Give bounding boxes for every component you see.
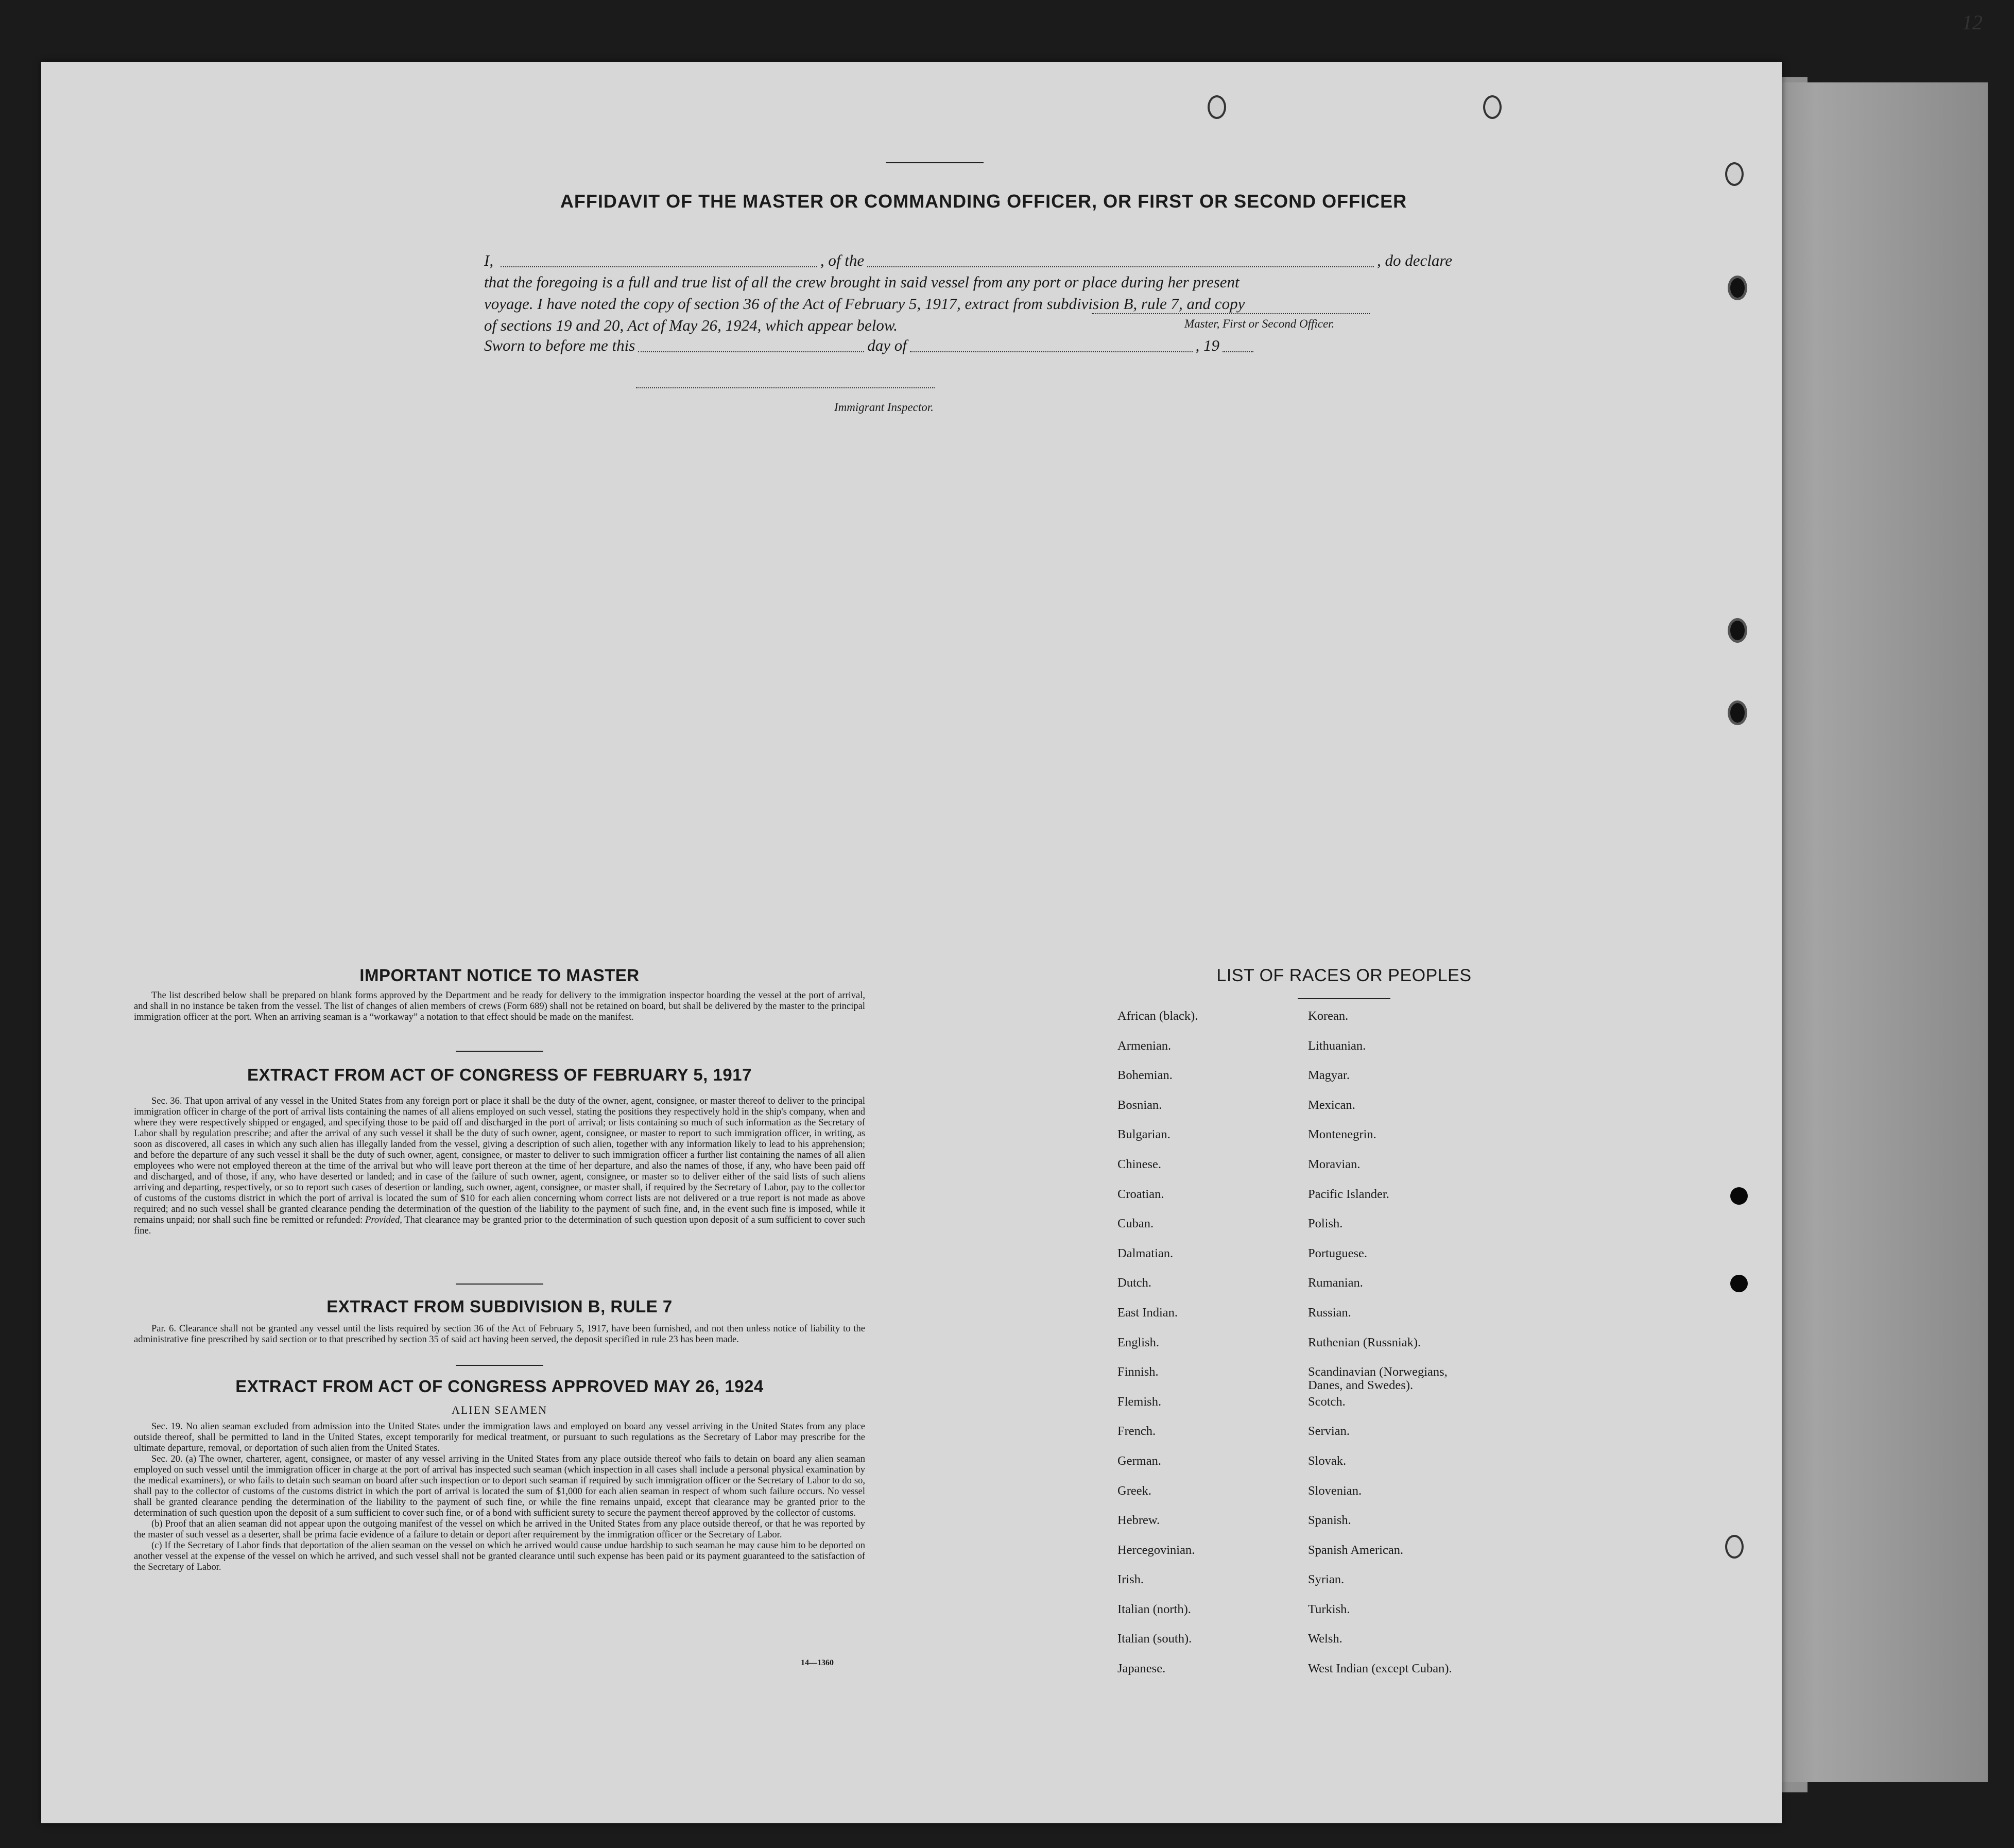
race-item: Welsh. bbox=[1308, 1632, 1342, 1646]
binder-hole bbox=[1208, 95, 1226, 119]
binder-hole bbox=[1728, 276, 1747, 300]
race-item: Armenian. bbox=[1117, 1038, 1172, 1053]
race-item bbox=[1117, 1692, 1308, 1722]
race-item: East Indian. bbox=[1117, 1305, 1178, 1320]
race-item: Scotch. bbox=[1308, 1394, 1346, 1409]
race-item: Korean. bbox=[1308, 1009, 1349, 1023]
binder-hole bbox=[1483, 95, 1502, 119]
rule7-heading: EXTRACT FROM SUBDIVISION B, RULE 7 bbox=[326, 1297, 673, 1316]
sworn-text-b: day of bbox=[867, 336, 907, 354]
punch-dot bbox=[1730, 1275, 1748, 1292]
sec19-paragraph: Sec. 19. No alien seaman excluded from admission into the United States under the immigration laws and employed on board any vessel arriving in the United States from any place outside thereof, shall be permitted to land in the United States, except temporarily for medical treatment, or pursuant to such regulations as the Secretary of Labor may prescribe for the ultimate departure, removal, or deportation of such alien from the United States. bbox=[134, 1422, 865, 1453]
race-item: Lithuanian. bbox=[1308, 1038, 1366, 1053]
sec20b-paragraph: (b) Proof that an alien seaman did not appear upon the outgoing manifest of the vessel on which he arrived in the United States from any place outside thereof, or that he was reported by the master of such vessel as a deserter, shall be prima facie evidence of a failure to detain or deport after requirement by the immigration officer or the Secretary of Labor. bbox=[134, 1519, 865, 1540]
race-item: Italian (south). bbox=[1117, 1632, 1192, 1646]
race-item: Flemish. bbox=[1117, 1394, 1162, 1409]
binder-hole bbox=[1725, 162, 1744, 186]
punch-dot bbox=[1730, 1187, 1748, 1205]
sworn-line bbox=[484, 335, 1256, 356]
binder-hole bbox=[1728, 618, 1747, 643]
races-heading: LIST OF RACES OR PEOPLES bbox=[1216, 966, 1472, 985]
sec20c-paragraph: (c) If the Secretary of Labor finds that deportation of the alien seaman on the vessel on which he arrived would cause undue hardship to such seaman he may cause him to be deported on another vessel at the expense of the vessel on which he arrived, and such vessel shall not be granted clearance until such expense has been paid or its payment guaranteed to the satisfaction of the Secretary of Labor. bbox=[134, 1541, 865, 1572]
race-item: Cuban. bbox=[1117, 1217, 1154, 1231]
sworn-text-a: Sworn to before me this bbox=[484, 336, 635, 354]
name-blank bbox=[501, 266, 817, 267]
rule7-text bbox=[134, 1324, 865, 1345]
race-item: Ruthenian (Russniak). bbox=[1308, 1335, 1421, 1349]
race-item: Montenegrin. bbox=[1308, 1127, 1376, 1142]
sec36-proviso: Provided, bbox=[365, 1215, 402, 1225]
sec36-text-end: That clearance may be granted prior to the determination of such question upon deposit of a sum sufficient to cover such fine. bbox=[134, 1215, 865, 1236]
inspector-label: Immigrant Inspector. bbox=[834, 401, 934, 414]
vessel-blank bbox=[867, 266, 1374, 267]
race-item: Moravian. bbox=[1308, 1157, 1361, 1171]
race-item bbox=[1308, 1692, 1519, 1722]
race-item: Italian (north). bbox=[1117, 1602, 1191, 1616]
race-item: Servian. bbox=[1308, 1424, 1350, 1439]
extract-1924-heading: EXTRACT FROM ACT OF CONGRESS APPROVED MAY 26, 1924 bbox=[235, 1377, 764, 1396]
sworn-text-c: , 19 bbox=[1195, 336, 1219, 354]
notice-heading: IMPORTANT NOTICE TO MASTER bbox=[359, 966, 640, 985]
inspector-signature-line bbox=[636, 387, 935, 389]
rule7-paragraph: Par. 6. Clearance shall not be granted any vessel until the lists required by section 36 of the Act of February 5, 1917, have been furnished, and not then unless notice of liability to the administrative fine prescribed by said section or to that prescribed by section 35 of said act having been served, the deposit specified in rule 23 has been made. bbox=[134, 1324, 865, 1345]
document-page bbox=[41, 62, 1782, 1823]
races-list bbox=[1117, 1009, 1519, 1721]
extract-1917-text bbox=[134, 1096, 865, 1237]
race-item: Turkish. bbox=[1308, 1602, 1350, 1616]
alien-seamen-subheading: ALIEN SEAMEN bbox=[452, 1404, 547, 1416]
sec36-paragraph bbox=[134, 1096, 865, 1237]
race-item: Dalmatian. bbox=[1117, 1246, 1174, 1260]
page-number-note: 12 bbox=[1962, 11, 1983, 34]
race-item: Chinese. bbox=[1117, 1157, 1162, 1171]
race-item: Hebrew. bbox=[1117, 1513, 1160, 1528]
race-item: Dutch. bbox=[1117, 1276, 1151, 1290]
race-item: Croatian. bbox=[1117, 1187, 1164, 1201]
race-item: English. bbox=[1117, 1335, 1159, 1349]
race-item: Mexican. bbox=[1308, 1098, 1355, 1112]
race-item: Bosnian. bbox=[1117, 1098, 1162, 1112]
affidavit-line-4: of sections 19 and 20, Act of May 26, 1924, which appear below. bbox=[484, 316, 898, 334]
race-item: Spanish American. bbox=[1308, 1543, 1404, 1557]
section-rule bbox=[456, 1051, 543, 1052]
notice-paragraph: The list described below shall be prepared on blank forms approved by the Department and be ready for delivery to the immigration inspector boarding the vessel at the port of arrival, and shall in no instance be taken from the vessel. The list of changes of alien members of crews (Form 689) shall not be retained on board, but shall be delivered by the master to the principal immigration officer at the port. When an arriving seaman is a “workaway” a notation to that effect should be made on the manifest. bbox=[134, 990, 865, 1022]
race-item: Bulgarian. bbox=[1117, 1127, 1170, 1142]
notice-text bbox=[134, 990, 865, 1023]
race-item: Pacific Islander. bbox=[1308, 1187, 1389, 1201]
race-item: French. bbox=[1117, 1424, 1156, 1439]
binder-hole bbox=[1728, 700, 1747, 725]
affidavit-line-3: voyage. I have noted the copy of section 36 of the Act of February 5, 1917, extract from subdivision B, rule 7, and copy bbox=[484, 295, 1245, 313]
race-item: Russian. bbox=[1308, 1305, 1351, 1320]
affidavit-title: AFFIDAVIT OF THE MASTER OR COMMANDING OFFICER, OR FIRST OR SECOND OFFICER bbox=[560, 191, 1407, 212]
sec36-text: Sec. 36. That upon arrival of any vessel in the United States from any foreign port or place it shall be the duty of the owner, agent, consignee, or master thereof to deliver to the principal immigration officer in charge of the port of arrival lists containing the names of all aliens employed on such vessel, stating the positions they respectively hold in the ship's company, when and where they were respectively shipped or engaged, and specifying those to be paid off and discharged in the port of arrival; or lists containing so much of such information as the Secretary of Labor shall by regulation prescribe; and after the arrival of any such vessel it shall be the duty of such owner, agent, consignee, or master to report to such immigration officer, in writing, as soon as discovered, all cases in which any such alien has illegally landed from the vessel, giving a description of such alien, together with any information likely to lead to his apprehension; and before the departure of any such vessel it shall be the duty of such owner, agent, consignee, or master to deliver to such immigration officer a further list containing the names of all alien employees who were not employed thereon at the time of the arrival but who will leave port thereon at the time of her departure, and also the names of those, if any, who have been paid off and discharged, and of those, if any, who have deserted or landed; and in case of the failure of such owner, agent, consignee, or master so to deliver either of the said lists of such aliens arriving and departing, respectively, or so to report such cases of desertion or landing, such owner, agent, consignee, or master shall, if required by the Secretary of Labor, pay to the collector of customs of the customs district in which the port of arrival is located the sum of $10 for each alien concerning whom correct lists are not delivered or a true report is not made as above required; and no such vessel shall be granted clearance pending the determination of the question of the liability to the payment of such fine, and, in the event such fine is imposed, while it remains unpaid; nor shall such fine be remitted or refunded: bbox=[134, 1096, 865, 1225]
month-blank bbox=[910, 351, 1193, 352]
races-rule bbox=[1298, 998, 1390, 999]
race-item: West Indian (except Cuban). bbox=[1308, 1662, 1452, 1676]
race-item: Portuguese. bbox=[1308, 1246, 1367, 1260]
extract-1917-heading: EXTRACT FROM ACT OF CONGRESS OF FEBRUARY 5, 1917 bbox=[247, 1065, 752, 1084]
race-item: German. bbox=[1117, 1453, 1162, 1468]
affidavit-line-1 bbox=[484, 250, 1452, 271]
race-item: Rumanian. bbox=[1308, 1276, 1363, 1290]
race-item: Scandinavian (Norwegians, Danes, and Swedes). bbox=[1308, 1365, 1448, 1393]
affidavit-line-1a: I, bbox=[484, 251, 494, 269]
race-item: Japanese. bbox=[1117, 1662, 1166, 1676]
affidavit-line-1b: , of the bbox=[820, 251, 865, 269]
binder-hole bbox=[1725, 1535, 1744, 1559]
race-item: Spanish. bbox=[1308, 1513, 1351, 1528]
race-item: Slovak. bbox=[1308, 1453, 1347, 1468]
section-rule bbox=[456, 1284, 543, 1285]
year-blank bbox=[1223, 351, 1253, 352]
title-rule bbox=[886, 162, 984, 163]
race-item: African (black). bbox=[1117, 1009, 1198, 1023]
race-item: Polish. bbox=[1308, 1217, 1343, 1231]
section-rule bbox=[456, 1365, 543, 1366]
race-item: Hercegovinian. bbox=[1117, 1543, 1195, 1557]
race-item: Greek. bbox=[1117, 1483, 1151, 1498]
race-item: Syrian. bbox=[1308, 1572, 1345, 1587]
affidavit-line-1c: , do declare bbox=[1376, 251, 1452, 269]
date-blank bbox=[638, 351, 864, 352]
sec20a-paragraph: Sec. 20. (a) The owner, charterer, agent, consignee, or master of any vessel arriving in the United States from any place outside thereof who fails to detain on board any alien seaman employed on such vessel until the immigration officer in charge at the port of arrival has inspected such seaman (which inspection in all cases shall include a personal physical examination by the medical examiners), or who fails to detain such seaman on board after such inspection or to deport such seaman if required by such immigration officer or the Secretary of Labor to do so, shall pay to the collector of customs of the customs district in which the port of arrival is located the sum of $1,000 for each alien seaman in respect of whom such failure occurs. No vessel shall be granted clearance pending the determination of the liability to the payment of such fine, or while the fine remains unpaid, except that clearance may be granted prior to the determination of such question upon the deposit of a sum sufficient to cover such fine, or of a bond with sufficient surety to secure the payment thereof approved by the collector of customs. bbox=[134, 1454, 865, 1518]
race-item: Bohemian. bbox=[1117, 1068, 1173, 1083]
master-signature-line bbox=[1092, 313, 1370, 315]
race-item: Slovenian. bbox=[1308, 1483, 1362, 1498]
race-item: Finnish. bbox=[1117, 1365, 1159, 1379]
extract-1924-text bbox=[134, 1422, 865, 1573]
master-signature-label: Master, First or Second Officer. bbox=[1184, 317, 1335, 330]
race-item: Irish. bbox=[1117, 1572, 1144, 1587]
affidavit-line-2: that the foregoing is a full and true list of all the crew brought in said vessel from any port or place during her present bbox=[484, 273, 1240, 291]
form-number: 14—1360 bbox=[801, 1658, 834, 1667]
race-item: Magyar. bbox=[1308, 1068, 1350, 1083]
